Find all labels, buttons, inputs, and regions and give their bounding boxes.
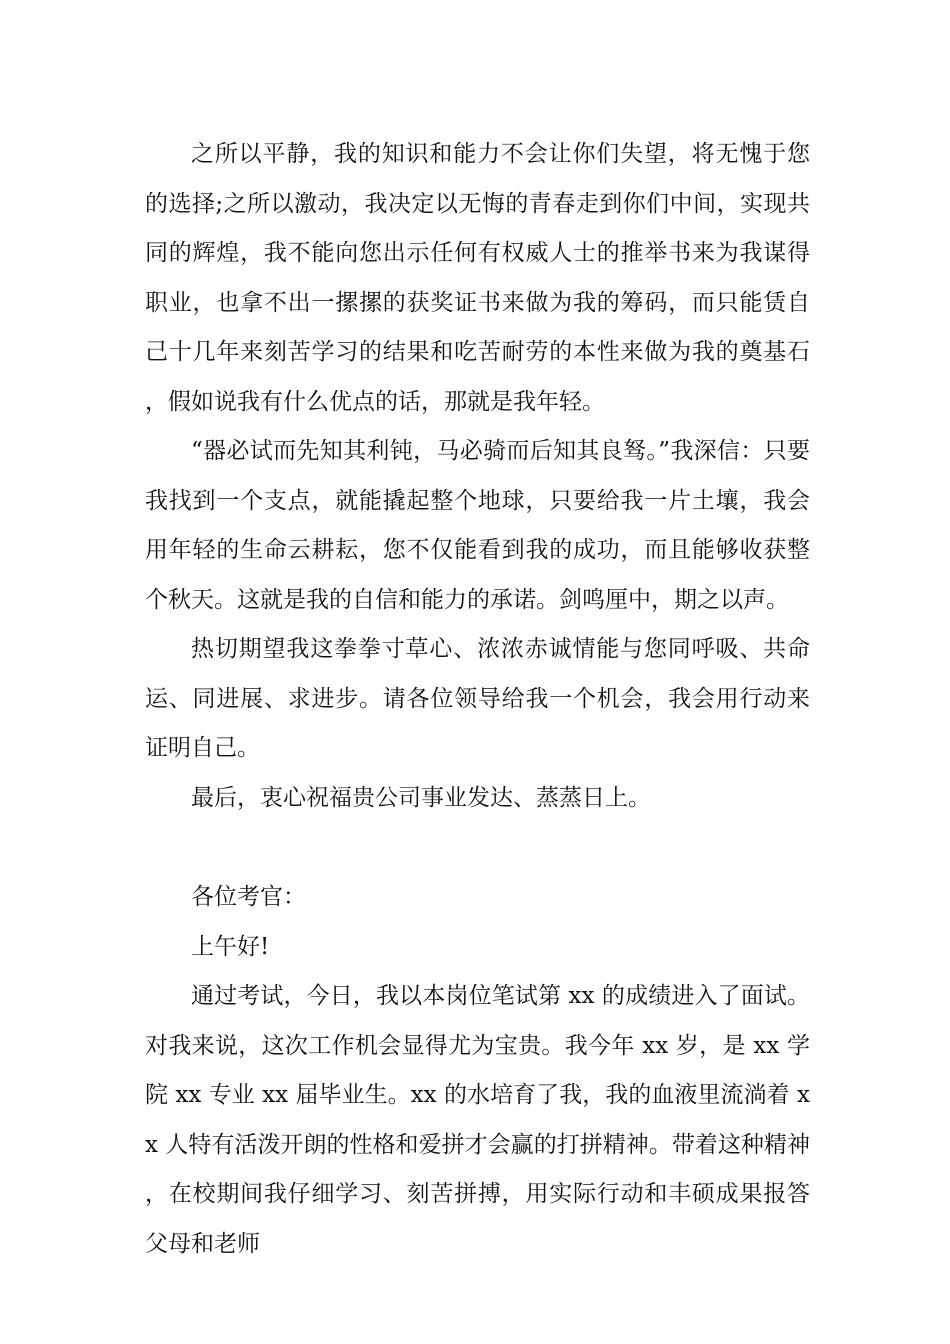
salutation: 各位考官：: [191, 884, 306, 910]
document-body: [145, 130, 810, 1269]
section-spacer: [145, 823, 810, 873]
paragraph-interview-intro: 通过考试，今日，我以本岗位笔试第 xx 的成绩进入了面试。对我来说，这次工作机会显得尤为宝贵。我今年 xx 岁，是 xx 学院 xx 专业 xx 届毕业生。xx 的水培育了我，我的血液里流淌着 xx 人特有活泼开朗的性格和爱拼才会赢的打拼精神。带着这种精神，在校期间我仔细学习、刻苦拼搏，用实际行动和丰硕成果报答父母和老师: [145, 983, 810, 1257]
paragraph-confidence: “器必试而先知其利钝，马必骑而后知其良驽。”我深信：只要我找到一个支点，就能撬起整个地球，只要给我一片土壤，我会用年轻的生命云耕耘，您不仅能看到我的成功，而且能够收获整个秋天。这就是我的自信和能力的承诺。剑鸣厘中，期之以声。: [145, 438, 810, 613]
greeting: 上午好!: [191, 933, 270, 960]
paragraph-calm-and-excited: 之所以平静，我的知识和能力不会让你们失望，将无愧于您的选择;之所以激动，我决定以无悔的青春走到你们中间，实现共同的辉煌，我不能向您出示任何有权威人士的推举书来为我谋得职业，也拿不出一摞摞的获奖证书来做为我的筹码，而只能赁自己十几年来刻苦学习的结果和吃苦耐劳的本性来做为我的奠基石，假如说我有什么优点的话，那就是我年轻。: [145, 141, 810, 415]
paragraph-hope: 热切期望我这拳拳寸草心、浓浓赤诚情能与您同呼吸、共命运、同进展、求进步。请各位领导给我一个机会，我会用行动来证明自己。: [145, 636, 810, 761]
paragraph-closing-wishes: 最后，衷心祝福贵公司事业发达、蒸蒸日上。: [191, 784, 651, 811]
